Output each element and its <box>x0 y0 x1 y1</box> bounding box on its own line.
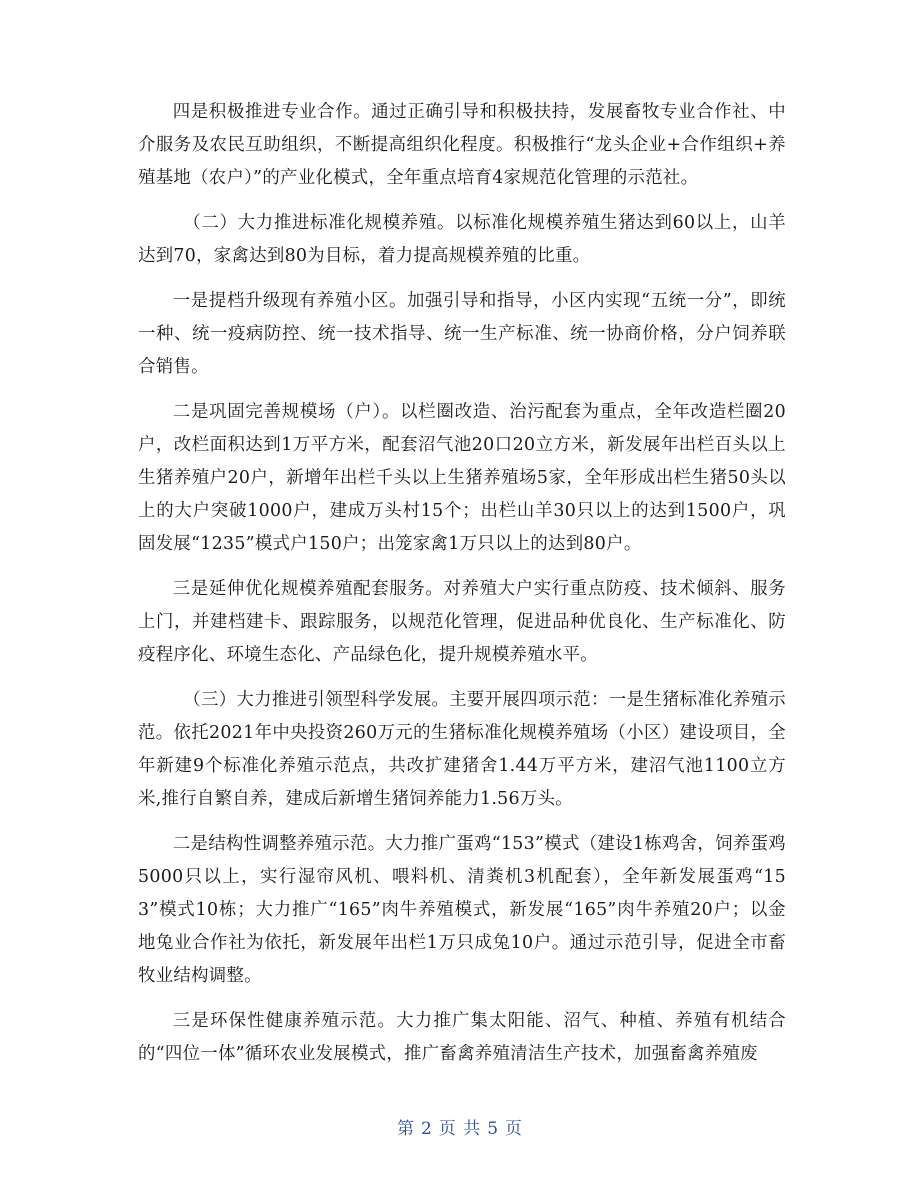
current-page-number: 2 <box>420 1119 433 1139</box>
page-number-footer <box>0 1114 920 1139</box>
paragraph-standardized-scale-farming: （二）大力推进标准化规模养殖。以标准化规模养殖生猪达到60以上，山羊达到70，家禽达到80为目标，着力提高规模养殖的比重。 <box>138 213 786 266</box>
paragraph-environmental-farming: 三是环保性健康养殖示范。大力推广集太阳能、沼气、种植、养殖有机结合的“四位一体”循环农业发展模式，推广畜禽养殖清洁生产技术，加强畜禽养殖废 <box>138 1011 786 1064</box>
total-page-number: 5 <box>487 1119 500 1139</box>
footer-prefix: 第 <box>396 1119 415 1139</box>
paragraph-upgrade-farming-areas: 一是提档升级现有养殖小区。加强引导和指导，小区内实现“五统一分”，即统一种、统一疫病防控、统一技术指导、统一生产标准、统一协商价格，分户饲养联合销售。 <box>138 291 786 377</box>
paragraph-leading-development: （三）大力推进引领型科学发展。主要开展四项示范：一是生猪标准化养殖示范。依托2021年中央投资260万元的生猪标准化规模养殖场（小区）建设项目，全年新建9个标准化养殖示范点，共改扩建猪舍1.44万平方米，建沼气池1100立方米,推行自繁自养，建成后新增生猪饲养能力1.56万头。 <box>138 690 786 809</box>
paragraph-structural-adjustment: 二是结构性调整养殖示范。大力推广蛋鸡“153”模式（建设1栋鸡舍，饲养蛋鸡5000只以上，实行湿帘风机、喂料机、清粪机3机配套），全年新发展蛋鸡“153”模式10栋；大力推广“165”肉牛养殖模式，新发展“165”肉牛养殖20户；以金地兔业合作社为依托，新发展年出栏1万只成兔10户。通过示范引导，促进全市畜牧业结构调整。 <box>138 834 786 986</box>
footer-middle: 页 共 <box>438 1119 482 1139</box>
paragraph-consolidate-scale-farms: 二是巩固完善规模场（户）。以栏圈改造、治污配套为重点，全年改造栏圈20户，改栏面积达到1万平方米，配套沼气池20口20立方米，新发展年出栏百头以上生猪养殖户20户，新增年出栏千头以上生猪养殖场5家，全年形成出栏生猪50头以上的大户突破1000户，建成万头村15个；出栏山羊30只以上的达到1500户，巩固发展“1235”模式户150户；出笼家禽1万只以上的达到80户。 <box>138 402 786 554</box>
document-body <box>138 96 786 1083</box>
paragraph-supporting-services: 三是延伸优化规模养殖配套服务。对养殖大户实行重点防疫、技术倾斜、服务上门，并建档建卡、跟踪服务，以规范化管理，促进品种优良化、生产标准化、防疫程序化、环境生态化、产品绿色化，提升规模养殖水平。 <box>138 579 786 665</box>
paragraph-professional-cooperation: 四是积极推进专业合作。通过正确引导和积极扶持，发展畜牧专业合作社、中介服务及农民互助组织，不断提高组织化程度。积极推行“龙头企业+合作组织+养殖基地（农户）”的产业化模式，全年重点培育4家规范化管理的示范社。 <box>138 102 786 188</box>
footer-suffix: 页 <box>505 1119 524 1139</box>
